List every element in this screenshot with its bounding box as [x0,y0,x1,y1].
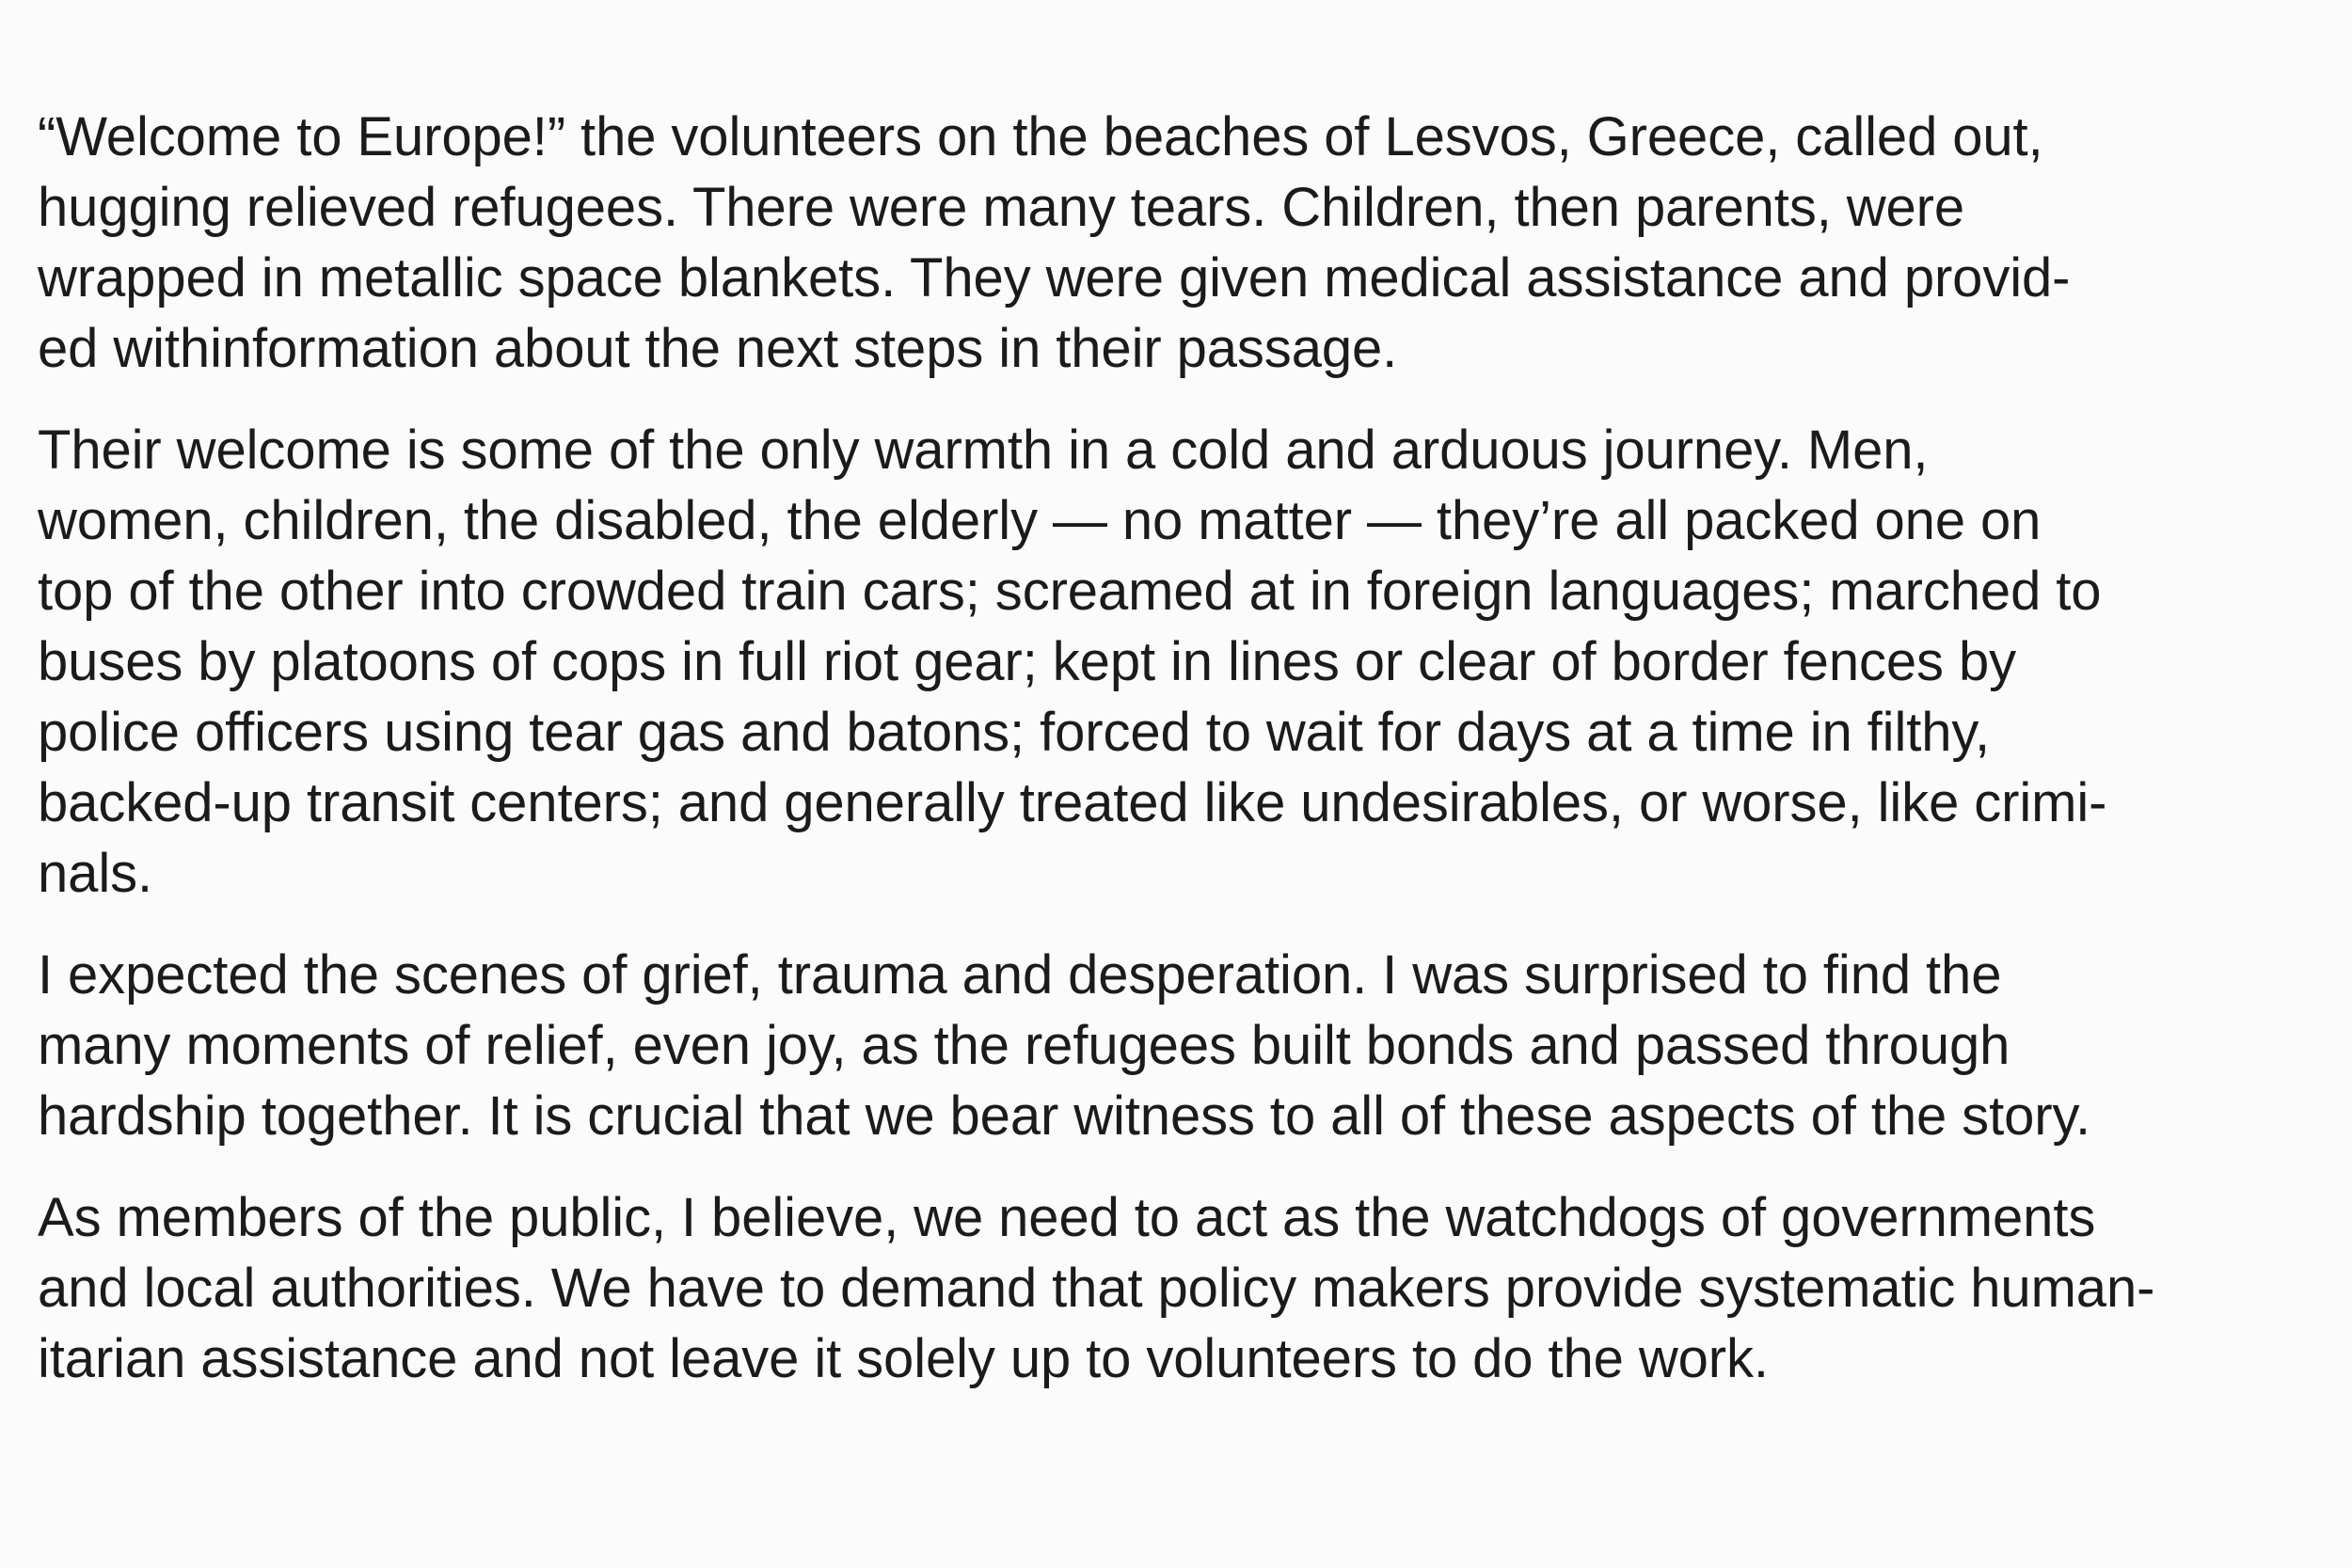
text-line: hardship together. It is crucial that we bear witness to all of these aspects of the story. [38,1085,2091,1147]
paragraph-3 [38,940,2324,1151]
text-line: “Welcome to Europe!” the volunteers on the beaches of Lesvos, Greece, called out, [38,106,2043,167]
text-line: many moments of relief, even joy, as the refugees built bonds and passed through [38,1015,2010,1076]
paragraph-1 [38,102,2324,384]
text-line: As members of the public, I believe, we need to act as the watchdogs of governments [38,1187,2096,1248]
text-line: itarian assistance and not leave it solely up to volunteers to do the work. [38,1328,1769,1389]
text-line: police officers using tear gas and batons; forced to wait for days at a time in filthy, [38,702,1991,763]
text-line: hugging relieved refugees. There were many tears. Children, then parents, were [38,177,1965,238]
text-line: I expected the scenes of grief, trauma and desperation. I was surprised to find the [38,944,2002,1006]
text-line: and local authorities. We have to demand that policy makers provide systematic human- [38,1258,2155,1319]
text-line: ed withinformation about the next steps in their passage. [38,318,1398,379]
paragraph-2 [38,415,2324,909]
text-line: nals. [38,843,153,904]
article-body [38,102,2324,1425]
text-line: buses by platoons of cops in full riot gear; kept in lines or clear of border fences by [38,631,2017,692]
text-line: wrapped in metallic space blankets. They were given medical assistance and provid- [38,247,2071,309]
text-line: Their welcome is some of the only warmth in a cold and arduous journey. Men, [38,420,1929,481]
text-line: top of the other into crowded train cars; screamed at in foreign languages; marched to [38,561,2102,622]
paragraph-4 [38,1182,2324,1394]
text-line: backed-up transit centers; and generally treated like undesirables, or worse, like crimi- [38,772,2107,833]
text-line: women, children, the disabled, the elderly — no matter — they’re all packed one on [38,490,2042,551]
